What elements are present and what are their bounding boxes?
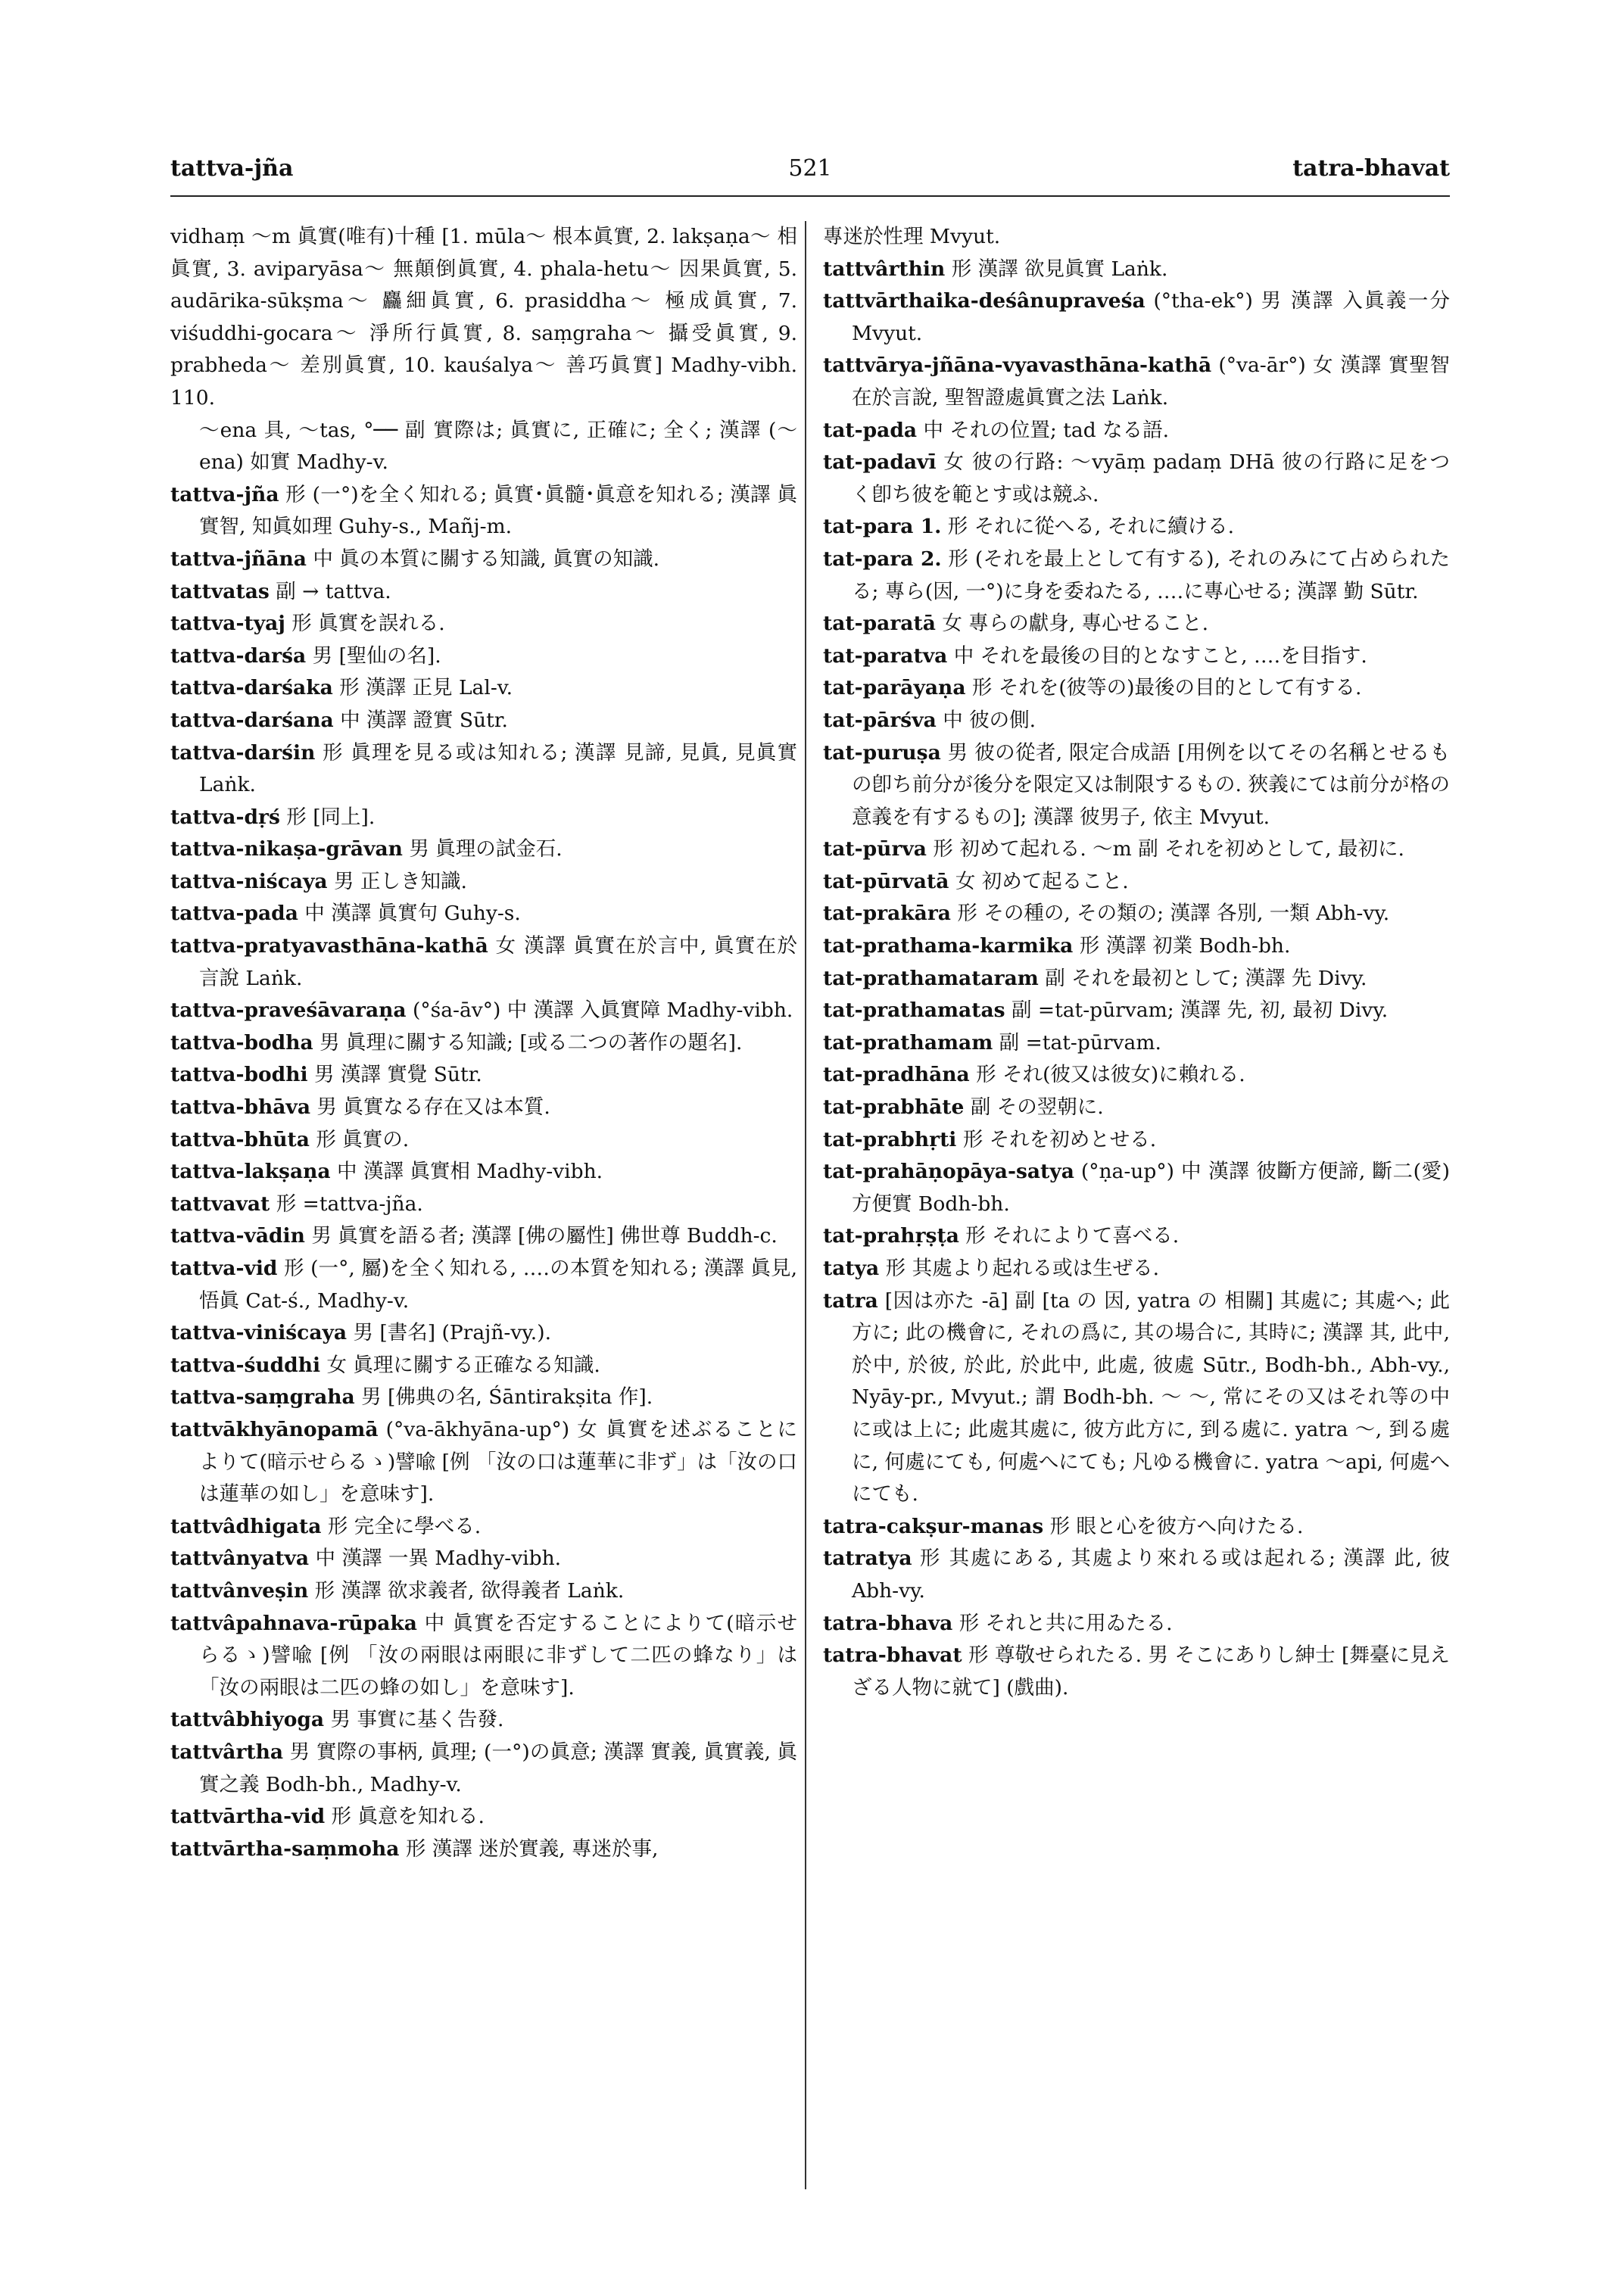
column-divider bbox=[805, 221, 806, 2189]
dictionary-entry bbox=[170, 608, 797, 640]
entry-definition: 形 漢譯 初業 Bodh-bh. bbox=[1073, 934, 1291, 958]
entry-definition: 中 それの位置; tad なる語. bbox=[917, 418, 1170, 442]
dictionary-entry bbox=[823, 1220, 1450, 1253]
dictionary-entry bbox=[823, 866, 1450, 899]
entry-headword: tattva-darśa bbox=[170, 643, 307, 668]
entry-definition: 男 彼の從者, 限定合成語 [用例を以てその名稱とせるもの卽ち前分が後分を限定又は制限するもの. 狹義にては前分が格の意義を有するもの]; 漢譯 彼男子, 依主 Mvyut. bbox=[852, 740, 1450, 829]
dictionary-entry bbox=[170, 1092, 797, 1124]
entry-definition: (°śa-āv°) 中 漢譯 入眞實障 Madhy-vibh. bbox=[406, 999, 793, 1023]
dictionary-entry bbox=[170, 1414, 797, 1511]
entry-headword: tattva-jña bbox=[170, 482, 279, 506]
dictionary-entry bbox=[170, 415, 797, 479]
entry-definition: 女 漢譯 眞實在於言中, 眞實在於言說 Laṅk. bbox=[199, 934, 797, 990]
entry-headword: tattva-bodhi bbox=[170, 1063, 308, 1087]
entry-headword: tat-prahṛṣṭa bbox=[823, 1224, 959, 1248]
dictionary-entry bbox=[170, 1833, 797, 1866]
entry-definition: 男 眞實なる存在又は本質. bbox=[310, 1095, 550, 1120]
entry-headword: tattva-darśana bbox=[170, 708, 334, 732]
entry-definition: 形 眞意を知れる. bbox=[325, 1805, 485, 1829]
entry-headword: tattva-darśin bbox=[170, 740, 316, 765]
dictionary-entry bbox=[170, 866, 797, 899]
entry-headword: tattva-vid bbox=[170, 1257, 278, 1280]
dictionary-entry bbox=[823, 930, 1450, 963]
entry-definition: 中 漢譯 證實 Sūtr. bbox=[333, 708, 508, 732]
entry-definition: 形 (一°)を全く知れる; 眞實･眞髓･眞意を知れる; 漢譯 眞實智, 知眞如理 Guhy-s., Mañj-m. bbox=[199, 482, 797, 539]
entry-definition: 形 漢譯 欲見眞實 Laṅk. bbox=[945, 257, 1168, 281]
entry-headword: tattvārtha-saṃmoha bbox=[170, 1837, 400, 1861]
entry-definition: (°ṇa-up°) 中 漢譯 彼斷方便諦, 斷二(愛)方便實 Bodh-bh. bbox=[852, 1160, 1450, 1216]
entry-headword: tat-prakāra bbox=[823, 902, 951, 926]
dictionary-entry bbox=[170, 672, 797, 705]
header-left-guide-word: tattva-jña bbox=[170, 155, 294, 182]
entry-headword: tat-pūrvatā bbox=[823, 869, 949, 893]
dictionary-entry bbox=[170, 1704, 797, 1737]
dictionary-entry bbox=[823, 963, 1450, 995]
entry-definition: 男 眞理の試金石. bbox=[402, 837, 563, 861]
entry-definition: (°va-ākhyāna-up°) 女 眞實を述ぶることによりて(暗示せらるゝ)譬喩 [例 「汝の口は蓮華に非ず」は「汝の口は蓮華の如し」を意味す]. bbox=[199, 1417, 797, 1506]
dictionary-entry bbox=[823, 608, 1450, 640]
entry-headword: tat-pūrva bbox=[823, 837, 927, 861]
entry-headword: tattva-vādin bbox=[170, 1224, 305, 1248]
entry-headword: tattvārya-jñāna-vyavasthāna-kathā bbox=[823, 354, 1212, 378]
entry-headword: tat-padavī bbox=[823, 450, 937, 475]
entry-definition: 形 尊敬せられたる. 男 そこにありし紳士 [舞臺に見えざる人物に就て] (戲曲). bbox=[852, 1643, 1450, 1699]
entry-headword: tatra-cakṣur-manas bbox=[823, 1514, 1044, 1538]
entry-headword: tat-para 2. bbox=[823, 547, 942, 571]
entry-definition: 中 彼の側. bbox=[936, 708, 1036, 732]
entry-headword: tattva-pratyavasthāna-kathā bbox=[170, 934, 488, 958]
entry-definition: [因は亦た -ā] 副 [ta の 因, yatra の 相關] 其處に; 其處へ; 此方に; 此の機會に, それの爲に, 其の場合に, 其時に; 漢譯 其, 此中, 於中, 於彼, 於此, 於此中, 此處, 彼處 Sūtr., Bodh-bh., Abh-vy., Nyāy-pr., Mvyut.; 謂 Bodh-bh. ～ ～, 常にその又はそれ等の中に或は上に; 此處其處に, 彼方此方に, 到る處に. yatra ～, 到る處に, 何處にても, 何處へにても; 凡ゆる機會に. yatra ～api, 何處へにても. bbox=[852, 1288, 1450, 1506]
entry-definition: 形 眞實の. bbox=[309, 1127, 410, 1151]
entry-definition: 專迷於性理 Mvyut. bbox=[823, 225, 1001, 248]
entry-headword: tatra-bhavat bbox=[823, 1643, 962, 1668]
dictionary-entry bbox=[170, 1189, 797, 1221]
entry-headword: tattva-praveśāvaraṇa bbox=[170, 999, 407, 1023]
entry-headword: tattvārtha-vid bbox=[170, 1805, 326, 1829]
entry-definition: 男 眞實を語る者; 漢譯 [佛の屬性] 佛世尊 Buddh-c. bbox=[304, 1224, 778, 1248]
entry-definition: 中 漢譯 一異 Madhy-vibh. bbox=[309, 1547, 562, 1571]
entry-headword: tattva-dṛś bbox=[170, 805, 280, 829]
entry-definition: 形 その種の, その類の; 漢譯 各別, 一類 Abh-vy. bbox=[950, 902, 1390, 926]
entry-headword: tattva-bodha bbox=[170, 1030, 313, 1055]
entry-definition: 中 漢譯 眞實相 Madhy-vibh. bbox=[330, 1160, 603, 1184]
dictionary-entry bbox=[170, 705, 797, 737]
entry-headword: tattvânyatva bbox=[170, 1547, 310, 1571]
entry-definition: 男 正しき知識. bbox=[327, 869, 467, 893]
entry-definition: 女 眞理に關する正確なる知識. bbox=[320, 1353, 600, 1377]
entry-definition: 中 眞實を否定することによりて(暗示せらるゝ)譬喩 [例 「汝の兩眼は兩眼に非ずして二匹の蜂なり」は「汝の兩眼は二匹の蜂の如し」を意味す]. bbox=[199, 1611, 797, 1699]
dictionary-entry bbox=[823, 705, 1450, 737]
page-header bbox=[170, 155, 1450, 193]
entry-definition: 形 それに從へる, それに續ける. bbox=[941, 515, 1234, 539]
dictionary-entry bbox=[170, 802, 797, 834]
entry-definition: 中 それを最後の目的となすこと, ‥‥を目指す. bbox=[947, 643, 1367, 668]
dictionary-entry bbox=[823, 1124, 1450, 1157]
entry-definition: 形 =tattva-jña. bbox=[270, 1192, 423, 1216]
entry-definition: 形 それを(彼等の)最後の目的として有する. bbox=[965, 676, 1362, 700]
dictionary-entry bbox=[823, 221, 1450, 254]
dictionary-entry bbox=[170, 898, 797, 930]
dictionary-entry bbox=[170, 1059, 797, 1092]
dictionary-entry bbox=[170, 544, 797, 576]
dictionary-entry bbox=[823, 350, 1450, 414]
dictionary-entry bbox=[823, 544, 1450, 608]
entry-headword: tattvākhyānopamā bbox=[170, 1417, 379, 1441]
dictionary-entry bbox=[170, 737, 797, 802]
entry-headword: tattva-viniścaya bbox=[170, 1321, 348, 1345]
entry-headword: tattvâdhigata bbox=[170, 1514, 322, 1538]
entry-definition: 副 =tat-pūrvam; 漢譯 先, 初, 最初 Divy. bbox=[1005, 999, 1389, 1023]
dictionary-entry bbox=[170, 1543, 797, 1575]
entry-definition: 形 それ(彼又は彼女)に賴れる. bbox=[969, 1063, 1245, 1087]
entry-headword: tat-pārśva bbox=[823, 708, 937, 732]
dictionary-entry bbox=[170, 1317, 797, 1350]
entry-headword: tatra-bhava bbox=[823, 1611, 953, 1635]
dictionary-entry bbox=[170, 1511, 797, 1544]
entry-headword: tatra bbox=[823, 1288, 878, 1313]
entry-definition: (°tha-ek°) 男 漢譯 入眞義一分 Mvyut. bbox=[852, 289, 1450, 345]
entry-definition: 形 (それを最上として有する), それのみにて占められたる; 專ら(因, 一°)に身を委ねたる, ‥‥に專心せる; 漢譯 勤 Sūtr. bbox=[852, 547, 1450, 603]
dictionary-entry bbox=[823, 1059, 1450, 1092]
dictionary-entry bbox=[823, 898, 1450, 930]
dictionary-entry bbox=[823, 415, 1450, 447]
entry-headword: tat-prathama-karmika bbox=[823, 934, 1074, 958]
dictionary-entry bbox=[170, 1801, 797, 1833]
dictionary-entry bbox=[170, 1027, 797, 1060]
dictionary-entry bbox=[170, 221, 797, 415]
entry-definition: 男 眞理に關する知識; [或る二つの著作の題名]. bbox=[313, 1030, 743, 1055]
entry-definition: 形 [同上]. bbox=[279, 805, 376, 829]
entry-headword: tat-prathamatas bbox=[823, 999, 1005, 1023]
entry-headword: tattva-tyaj bbox=[170, 612, 285, 636]
entry-headword: tat-para 1. bbox=[823, 515, 942, 539]
dictionary-entry bbox=[170, 1350, 797, 1382]
header-right-guide-word: tatra-bhavat bbox=[1292, 155, 1450, 182]
dictionary-entry bbox=[823, 1511, 1450, 1544]
entry-definition: vidhaṃ ～m 眞實(唯有)十種 [1. mūla～ 根本眞實, 2. lakṣaṇa～ 相眞實, 3. aviparyāsa～ 無顛倒眞實, 4. phala-hetu～ 因果眞實, 5. audārika-sūkṣma～ 麤細眞實, 6. prasiddha～ 極成眞實, 7. viśuddhi-gocara～ 淨所行眞實, 8. saṃgraha～ 攝受眞實, 9. prabheda～ 差別眞實, 10. kauśalya～ 善巧眞實] Madhy-vibh. 110. bbox=[170, 225, 797, 410]
entry-headword: tat-parāyaṇa bbox=[823, 676, 966, 700]
entry-definition: 形 眼と心を彼方へ向けたる. bbox=[1043, 1514, 1304, 1538]
entry-headword: tat-pada bbox=[823, 418, 918, 442]
entry-headword: tat-prabhṛti bbox=[823, 1127, 957, 1151]
dictionary-entry bbox=[823, 1253, 1450, 1285]
dictionary-entry bbox=[170, 1253, 797, 1317]
entry-definition: 男 事實に基く告發. bbox=[324, 1708, 504, 1732]
entry-definition: 形 それを初めとせる. bbox=[956, 1127, 1157, 1151]
entry-definition: ～ena 具, ～tas, °── 副 實際は; 眞實に, 正確に; 全く; 漢譯 (～ena) 如實 Madhy-v. bbox=[199, 418, 797, 475]
dictionary-entry bbox=[170, 930, 797, 995]
entry-definition: 形 眞實を誤れる. bbox=[285, 612, 445, 636]
entry-definition: 形 初めて起れる. ～m 副 それを初めとして, 最初に. bbox=[926, 837, 1404, 861]
entry-definition: 男 [佛典の名, Śāntirakṣita 作]. bbox=[354, 1385, 653, 1410]
entry-headword: tattvâbhiyoga bbox=[170, 1708, 325, 1732]
dictionary-entry bbox=[170, 640, 797, 673]
dictionary-entry bbox=[823, 1092, 1450, 1124]
entry-definition: 形 (一°, 屬)を全く知れる, ‥‥の本質を知れる; 漢譯 眞見, 悟眞 Cat-ś., Madhy-v. bbox=[199, 1257, 797, 1313]
entry-definition: 中 眞の本質に關する知識, 眞實の知識. bbox=[306, 547, 660, 571]
entry-headword: tatratya bbox=[823, 1547, 912, 1571]
entry-definition: 形 其處にある, 其處より來れる或は起れる; 漢譯 此, 彼 Abh-vy. bbox=[852, 1547, 1450, 1603]
dictionary-entry bbox=[170, 1220, 797, 1253]
dictionary-entry bbox=[823, 737, 1450, 834]
entry-headword: tat-paratva bbox=[823, 643, 948, 668]
dictionary-entry bbox=[170, 1575, 797, 1608]
dictionary-entry bbox=[823, 1156, 1450, 1220]
entry-headword: tat-prathamam bbox=[823, 1030, 993, 1055]
right-column bbox=[823, 221, 1450, 2204]
entry-headword: tattvavat bbox=[170, 1192, 270, 1216]
dictionary-entry bbox=[823, 1543, 1450, 1607]
dictionary-entry bbox=[823, 672, 1450, 705]
entry-headword: tat-prathamataram bbox=[823, 966, 1039, 990]
left-column bbox=[170, 221, 797, 2204]
dictionary-entry bbox=[823, 1285, 1450, 1511]
entry-definition: 形 眞理を見る或は知れる; 漢譯 見諦, 見眞, 見眞實 Laṅk. bbox=[199, 740, 797, 797]
entry-definition: (°va-ār°) 女 漢譯 實聖智在於言說, 聖智證處眞實之法 Laṅk. bbox=[852, 354, 1450, 410]
entry-definition: 女 專らの獻身, 專心せること. bbox=[935, 612, 1209, 636]
entry-headword: tat-paratā bbox=[823, 612, 936, 636]
dictionary-entry bbox=[823, 447, 1450, 511]
dictionary-entry bbox=[823, 1608, 1450, 1640]
entry-definition: 男 [書名] (Prajñ-vy.). bbox=[347, 1321, 551, 1345]
dictionary-entry bbox=[823, 1640, 1450, 1704]
entry-headword: tatya bbox=[823, 1257, 880, 1280]
entry-headword: tattvatas bbox=[170, 579, 270, 603]
header-rule bbox=[170, 195, 1450, 197]
entry-headword: tat-pradhāna bbox=[823, 1063, 970, 1087]
entry-headword: tat-prabhāte bbox=[823, 1095, 965, 1120]
dictionary-entry bbox=[823, 1027, 1450, 1060]
dictionary-entry bbox=[823, 995, 1450, 1027]
entry-definition: 形 其處より起れる或は生ぜる. bbox=[879, 1257, 1160, 1280]
entry-definition: 副 それを最初として; 漢譯 先 Divy. bbox=[1038, 966, 1367, 990]
dictionary-entry bbox=[823, 640, 1450, 673]
dictionary-entry bbox=[170, 1737, 797, 1801]
entry-headword: tattva-lakṣaṇa bbox=[170, 1160, 331, 1184]
entry-definition: 形 それと共に用ゐたる. bbox=[952, 1611, 1173, 1635]
dictionary-entry bbox=[170, 995, 797, 1027]
dictionary-entry bbox=[823, 254, 1450, 286]
entry-definition: 形 漢譯 欲求義者, 欲得義者 Laṅk. bbox=[308, 1578, 625, 1603]
entry-headword: tattva-nikaṣa-grāvan bbox=[170, 837, 403, 861]
entry-headword: tattvârthin bbox=[823, 257, 946, 281]
entry-definition: 男 漢譯 實覺 Sūtr. bbox=[307, 1063, 482, 1087]
entry-definition: 副 → tattva. bbox=[269, 579, 391, 603]
dictionary-entry bbox=[823, 285, 1450, 350]
entry-headword: tattva-śuddhi bbox=[170, 1353, 321, 1377]
entry-headword: tattvârtha bbox=[170, 1740, 284, 1764]
dictionary-entry bbox=[170, 1156, 797, 1189]
entry-headword: tattva-jñāna bbox=[170, 547, 307, 571]
entry-definition: 女 初めて起ること. bbox=[949, 869, 1129, 893]
dictionary-entry bbox=[170, 1124, 797, 1157]
entry-definition: 男 實際の事柄, 眞理; (一°)の眞意; 漢譯 實義, 眞實義, 眞實之義 Bodh-bh., Madhy-v. bbox=[199, 1740, 797, 1796]
entry-headword: tat-prahāṇopāya-satya bbox=[823, 1160, 1074, 1184]
entry-headword: tattvânveṣin bbox=[170, 1578, 309, 1603]
entry-definition: 形 漢譯 正見 Lal-v. bbox=[332, 676, 513, 700]
dictionary-entry bbox=[170, 833, 797, 866]
dictionary-entry bbox=[170, 1608, 797, 1705]
entry-definition: 副 その翌朝に. bbox=[964, 1095, 1104, 1120]
entry-definition: 女 彼の行路: ～vyāṃ padaṃ DHā 彼の行路に足をつく卽ち彼を範とす或は競ふ. bbox=[852, 450, 1450, 506]
entry-definition: 中 漢譯 眞實句 Guhy-s. bbox=[298, 902, 521, 926]
entry-definition: 形 それによりて喜べる. bbox=[959, 1224, 1180, 1248]
entry-headword: tattva-darśaka bbox=[170, 676, 333, 700]
entry-headword: tattva-bhāva bbox=[170, 1095, 310, 1120]
entry-definition: 形 完全に學べる. bbox=[321, 1514, 482, 1538]
dictionary-entry bbox=[823, 833, 1450, 866]
entry-definition: 男 [聖仙の名]. bbox=[306, 643, 441, 668]
dictionary-entry bbox=[170, 479, 797, 544]
entry-headword: tattva-pada bbox=[170, 902, 298, 926]
page-number: 521 bbox=[788, 155, 832, 182]
entry-definition: 形 漢譯 迷於實義, 專迷於事, bbox=[399, 1837, 659, 1861]
entry-headword: tattva-niścaya bbox=[170, 869, 328, 893]
entry-definition: 副 =tat-pūrvam. bbox=[993, 1030, 1161, 1055]
entry-headword: tattvārthaika-deśânupraveśa bbox=[823, 289, 1146, 313]
entry-headword: tat-puruṣa bbox=[823, 740, 941, 765]
entry-headword: tattva-saṃgraha bbox=[170, 1385, 355, 1410]
dictionary-entry bbox=[170, 1382, 797, 1414]
dictionary-entry bbox=[823, 511, 1450, 544]
entry-headword: tattvâpahnava-rūpaka bbox=[170, 1611, 417, 1635]
entry-headword: tattva-bhūta bbox=[170, 1127, 310, 1151]
dictionary-entry bbox=[170, 576, 797, 609]
